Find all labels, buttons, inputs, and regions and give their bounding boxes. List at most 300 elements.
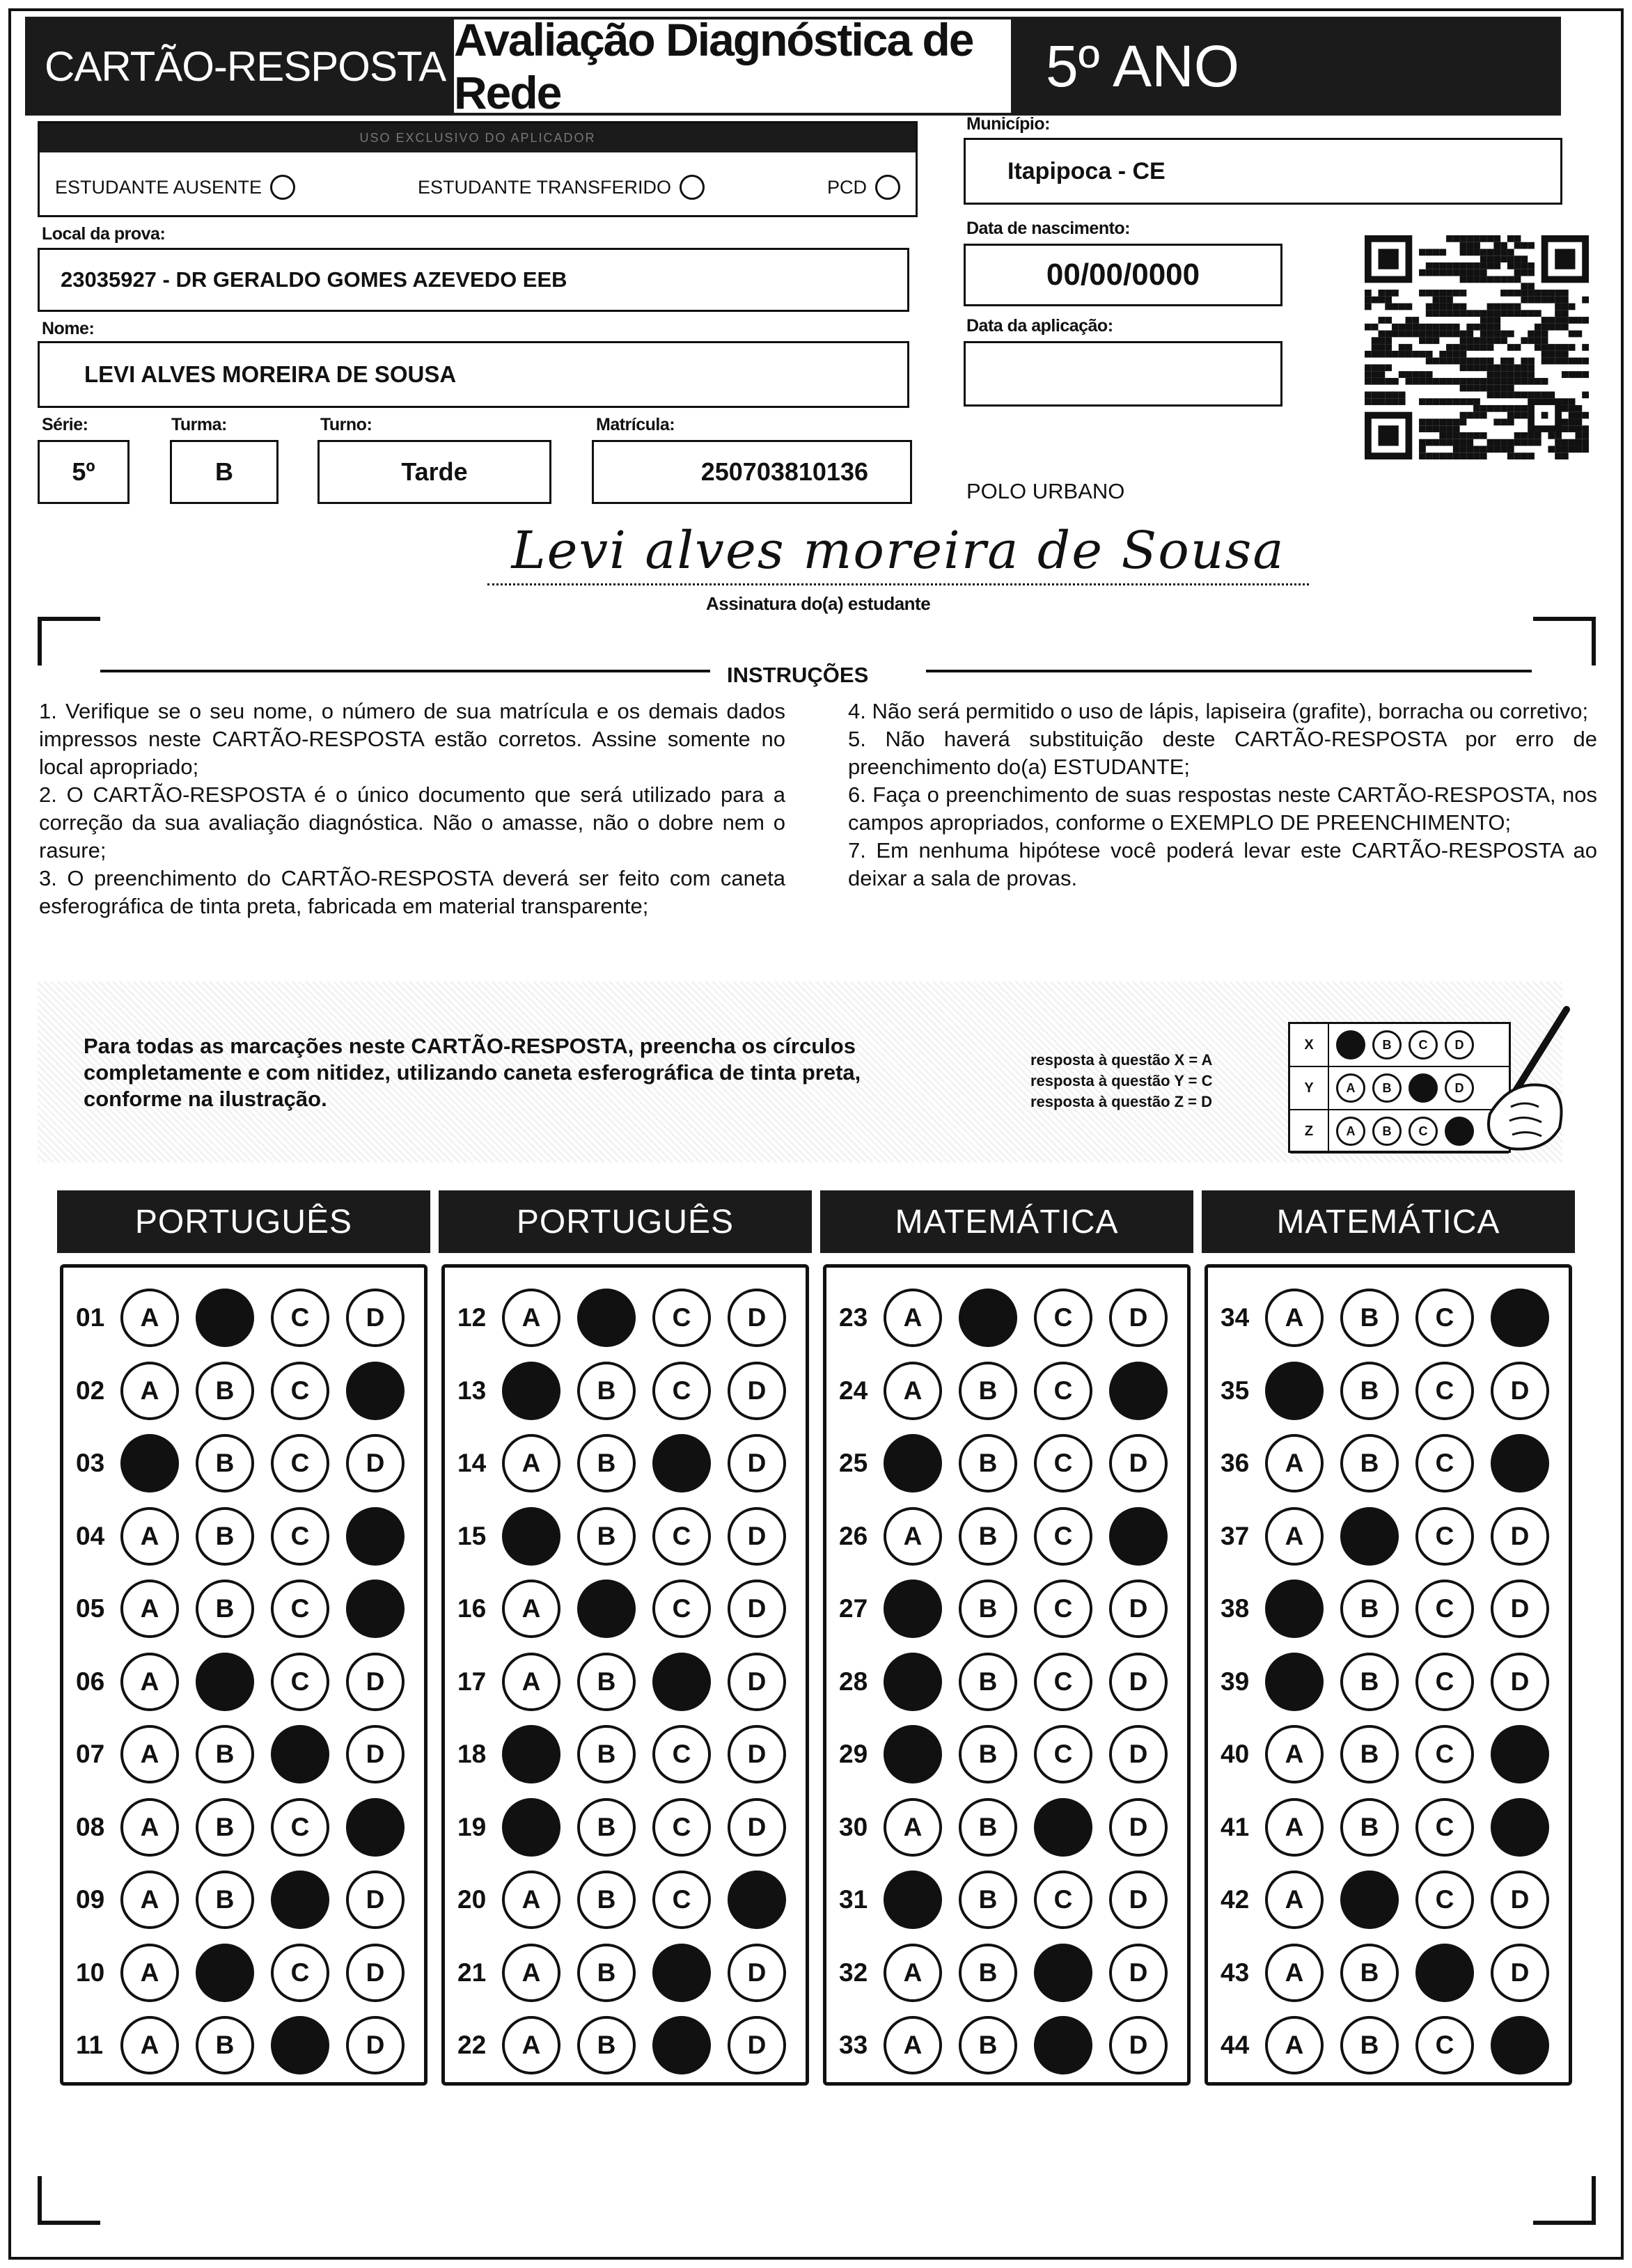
answer-bubble[interactable]: B (959, 1944, 1017, 2002)
answer-bubble[interactable]: B (959, 1580, 1017, 1638)
answer-bubble[interactable]: B (196, 1944, 254, 2002)
absent-label: ESTUDANTE AUSENTE (55, 176, 262, 198)
answer-bubble[interactable]: D (1109, 1507, 1168, 1566)
question-number: 30 (839, 1812, 868, 1841)
answer-bubble[interactable]: B (577, 1362, 636, 1420)
fill-example-bubble: A (1336, 1117, 1365, 1146)
nome-field (38, 341, 909, 408)
nome-label: Nome: (42, 319, 95, 338)
matricula-field (592, 440, 912, 504)
answer-bubble[interactable]: C (652, 1362, 711, 1420)
answer-bubble[interactable]: C (652, 2016, 711, 2074)
answer-bubble[interactable]: A (884, 1725, 942, 1783)
question-number: 29 (839, 1740, 868, 1768)
question-number: 27 (839, 1594, 868, 1623)
question-row (1221, 2015, 1566, 2076)
answer-bubble[interactable]: C (1034, 1362, 1092, 1420)
answer-bubble[interactable]: D (1109, 1434, 1168, 1493)
answer-bubble[interactable]: D (346, 1580, 405, 1638)
answer-bubble[interactable]: A (884, 1434, 942, 1493)
municipio-field (964, 138, 1562, 205)
instruction-1: 1. Verifique se o seu nome, o número de sua matrícula e os demais dados impressos neste CARTÃO-RESPOSTA estão corretos. Assine somente no local apropriado; (39, 699, 785, 779)
question-number: 17 (457, 1667, 487, 1696)
polo-label: POLO URBANO (966, 479, 1125, 503)
answer-bubble[interactable]: B (577, 1434, 636, 1493)
pcd-option[interactable] (827, 175, 900, 200)
answer-bubble[interactable]: D (1109, 1362, 1168, 1420)
column-title: PORTUGUÊS (439, 1190, 812, 1253)
answer-bubble[interactable]: B (577, 2016, 636, 2074)
turma-field (170, 440, 278, 504)
answer-bubble[interactable]: D (728, 1944, 786, 2002)
answer-bubble[interactable]: A (120, 1871, 179, 1929)
answer-bubble[interactable]: A (884, 2016, 942, 2074)
answer-bubble[interactable]: B (577, 1798, 636, 1857)
question-row (839, 1724, 1184, 1785)
answer-bubble[interactable]: D (1109, 1725, 1168, 1783)
answer-bubble[interactable]: C (1034, 1653, 1092, 1711)
answer-bubble[interactable]: A (120, 1798, 179, 1857)
instructions-right (848, 698, 1597, 892)
answer-bubble[interactable]: D (728, 1653, 786, 1711)
turno-label: Turno: (320, 415, 372, 434)
answer-bubble[interactable]: A (120, 1507, 179, 1566)
serie-field (38, 440, 130, 504)
question-row (839, 1433, 1184, 1494)
answer-bubble[interactable]: C (271, 1725, 329, 1783)
answer-bubble[interactable]: C (1415, 1289, 1474, 1347)
answer-bubble[interactable]: A (884, 1507, 942, 1566)
answer-bubble[interactable]: C (652, 1944, 711, 2002)
question-number: 20 (457, 1885, 487, 1914)
answer-bubble[interactable]: D (728, 1507, 786, 1566)
answer-bubble[interactable]: A (884, 1653, 942, 1711)
answer-bubble[interactable]: C (1034, 1725, 1092, 1783)
fill-example-bubble: D (1445, 1073, 1474, 1103)
transferred-bubble[interactable] (680, 175, 705, 200)
turma-label: Turma: (171, 415, 227, 434)
answer-bubble[interactable]: D (1491, 1725, 1549, 1783)
question-row (76, 1506, 421, 1567)
answer-bubble[interactable]: B (1340, 1362, 1399, 1420)
local-label: Local da prova: (42, 224, 166, 244)
answer-bubble[interactable]: C (271, 2016, 329, 2074)
question-number: 07 (76, 1740, 105, 1768)
answer-bubble[interactable]: A (1265, 2016, 1324, 2074)
answer-bubble[interactable]: C (271, 1434, 329, 1493)
question-number: 15 (457, 1521, 487, 1550)
answer-bubble[interactable]: B (577, 1289, 636, 1347)
answer-bubble[interactable]: C (271, 1944, 329, 2002)
answer-bubble[interactable]: A (1265, 1362, 1324, 1420)
answer-bubble[interactable]: B (577, 1653, 636, 1711)
answer-bubble[interactable]: C (271, 1507, 329, 1566)
corner-bottom-right (1533, 2176, 1596, 2225)
answer-bubble[interactable]: C (1034, 1944, 1092, 2002)
answer-bubble[interactable]: A (884, 1580, 942, 1638)
answer-bubble[interactable]: C (1034, 1434, 1092, 1493)
answer-bubble[interactable]: C (1415, 1653, 1474, 1711)
answer-bubble[interactable]: C (1415, 1507, 1474, 1566)
answer-bubble[interactable]: C (1415, 2016, 1474, 2074)
answer-bubble[interactable]: D (346, 1434, 405, 1493)
answer-bubble[interactable]: B (959, 1362, 1017, 1420)
absent-option[interactable] (55, 175, 295, 200)
question-row (457, 1869, 803, 1930)
fill-example-text: Para todas as marcações neste CARTÃO-RESPOSTA, preencha os círculos completamente e com nitidez, utilizando caneta esferográfica de tinta preta, conforme na ilustração. (84, 1034, 861, 1111)
answer-bubble[interactable]: B (196, 1362, 254, 1420)
answer-bubble[interactable]: C (271, 1871, 329, 1929)
answer-bubble[interactable]: B (959, 1798, 1017, 1857)
answer-column (60, 1264, 427, 2086)
answer-bubble[interactable]: B (196, 1289, 254, 1347)
answer-bubble[interactable]: D (1491, 1871, 1549, 1929)
corner-top-right (1533, 617, 1596, 666)
answer-bubble[interactable]: C (1415, 1944, 1474, 2002)
answer-bubble[interactable]: B (959, 1653, 1017, 1711)
answer-bubble[interactable]: A (120, 1725, 179, 1783)
question-row (457, 1724, 803, 1785)
answer-bubble[interactable]: B (1340, 2016, 1399, 2074)
answer-bubble[interactable]: A (884, 1362, 942, 1420)
answer-bubble[interactable]: A (120, 1653, 179, 1711)
column-title: MATEMÁTICA (820, 1190, 1193, 1253)
question-number: 42 (1221, 1885, 1250, 1914)
answer-bubble[interactable]: D (1109, 2016, 1168, 2074)
instruction-3: 3. O preenchimento do CARTÃO-RESPOSTA deverá ser feito com caneta esferográfica de tinta preta, fabricada em material transparente; (39, 866, 785, 918)
answer-bubble[interactable]: C (271, 1653, 329, 1711)
answer-bubble[interactable]: D (728, 1362, 786, 1420)
question-row (457, 1360, 803, 1422)
answer-bubble[interactable]: A (502, 1362, 560, 1420)
instructions-rule-left (100, 670, 710, 672)
answer-bubble[interactable]: C (271, 1580, 329, 1638)
student-signature: Levi alves moreira de Sousa (511, 521, 1285, 581)
answer-bubble[interactable]: D (728, 1871, 786, 1929)
answer-bubble[interactable]: C (1415, 1362, 1474, 1420)
question-number: 41 (1221, 1812, 1250, 1841)
answer-bubble[interactable]: C (1034, 1507, 1092, 1566)
answer-bubble[interactable]: D (1491, 1580, 1549, 1638)
answer-bubble[interactable]: B (1340, 1653, 1399, 1711)
answer-bubble[interactable]: C (1415, 1434, 1474, 1493)
answer-bubble[interactable]: B (577, 1725, 636, 1783)
answer-bubble[interactable]: A (884, 1944, 942, 2002)
answer-bubble[interactable]: B (577, 1944, 636, 2002)
answer-bubble[interactable]: C (271, 1289, 329, 1347)
answer-bubble[interactable]: D (728, 1580, 786, 1638)
answer-bubble[interactable]: A (884, 1289, 942, 1347)
answer-bubble[interactable]: D (1491, 1434, 1549, 1493)
answer-bubble[interactable]: B (959, 1507, 1017, 1566)
question-row (457, 1942, 803, 2003)
answer-bubble[interactable]: B (1340, 1871, 1399, 1929)
answer-bubble[interactable]: A (1265, 1580, 1324, 1638)
answer-bubble[interactable]: A (502, 1434, 560, 1493)
answer-bubble[interactable]: B (1340, 1944, 1399, 2002)
answer-bubble[interactable]: C (1034, 1289, 1092, 1347)
answer-bubble[interactable]: D (1109, 1653, 1168, 1711)
column-title: PORTUGUÊS (57, 1190, 430, 1253)
answer-bubble[interactable]: D (1491, 2016, 1549, 2074)
answer-bubble[interactable]: C (1415, 1725, 1474, 1783)
answer-bubble[interactable]: A (502, 1507, 560, 1566)
answer-bubble[interactable]: B (959, 1871, 1017, 1929)
answer-bubble[interactable]: C (652, 1725, 711, 1783)
answer-bubble[interactable]: D (728, 2016, 786, 2074)
question-number: 43 (1221, 1958, 1250, 1987)
answer-bubble[interactable]: B (959, 1434, 1017, 1493)
answer-bubble[interactable]: A (120, 2016, 179, 2074)
signature-line (487, 583, 1309, 585)
answer-bubble[interactable]: C (1034, 1798, 1092, 1857)
serie-label: Série: (42, 415, 88, 434)
answer-bubble[interactable]: B (196, 2016, 254, 2074)
answer-bubble[interactable]: D (728, 1434, 786, 1493)
question-row (1221, 1724, 1566, 1785)
question-row (76, 1287, 421, 1348)
question-row (1221, 1797, 1566, 1858)
answer-bubble[interactable]: C (652, 1871, 711, 1929)
answer-bubble[interactable]: C (271, 1798, 329, 1857)
answer-bubble[interactable]: D (1109, 1944, 1168, 2002)
question-number: 04 (76, 1521, 105, 1550)
question-number: 08 (76, 1812, 105, 1841)
answer-bubble[interactable]: D (1109, 1580, 1168, 1638)
fill-example-bubble: C (1409, 1030, 1438, 1060)
municipio-label: Município: (966, 114, 1050, 134)
answer-bubble[interactable]: A (884, 1798, 942, 1857)
answer-bubble[interactable]: B (196, 1725, 254, 1783)
question-number: 26 (839, 1521, 868, 1550)
answer-bubble[interactable]: D (1491, 1289, 1549, 1347)
answer-bubble[interactable]: D (728, 1289, 786, 1347)
answer-bubble[interactable]: D (346, 1944, 405, 2002)
question-row (839, 1651, 1184, 1712)
instruction-6: 6. Faça o preenchimento de suas respostas neste CARTÃO-RESPOSTA, nos campos apropriados, conforme o EXEMPLO DE PREENCHIMENTO; (848, 782, 1597, 835)
answer-bubble[interactable]: B (196, 1507, 254, 1566)
question-number: 28 (839, 1667, 868, 1696)
question-number: 19 (457, 1812, 487, 1841)
answer-bubble[interactable]: A (1265, 1725, 1324, 1783)
answer-bubble[interactable]: D (1491, 1798, 1549, 1857)
question-row (1221, 1360, 1566, 1422)
question-number: 39 (1221, 1667, 1250, 1696)
turno-field (317, 440, 551, 504)
answer-bubble[interactable]: D (346, 1653, 405, 1711)
answer-bubble[interactable]: B (1340, 1798, 1399, 1857)
question-number: 36 (1221, 1449, 1250, 1477)
answer-bubble[interactable]: D (1491, 1507, 1549, 1566)
answer-bubble[interactable]: B (1340, 1289, 1399, 1347)
pcd-bubble[interactable] (875, 175, 900, 200)
answer-bubble[interactable]: A (120, 1580, 179, 1638)
answer-bubble[interactable]: D (1109, 1798, 1168, 1857)
question-row (839, 1360, 1184, 1422)
question-row (76, 1797, 421, 1858)
answer-bubble[interactable]: A (1265, 1944, 1324, 2002)
question-row (839, 1287, 1184, 1348)
answer-bubble[interactable]: C (652, 1580, 711, 1638)
answer-bubble[interactable]: A (502, 1798, 560, 1857)
answer-bubble[interactable]: A (1265, 1798, 1324, 1857)
nascimento-field (964, 244, 1282, 306)
applicator-box (38, 121, 918, 217)
answer-bubble[interactable]: C (1415, 1798, 1474, 1857)
answer-bubble[interactable]: B (196, 1580, 254, 1638)
answer-bubble[interactable]: A (502, 1944, 560, 2002)
answer-bubble[interactable]: A (502, 1725, 560, 1783)
qr-code (1365, 235, 1589, 459)
question-number: 21 (457, 1958, 487, 1987)
absent-bubble[interactable] (270, 175, 295, 200)
question-number: 05 (76, 1594, 105, 1623)
answer-bubble[interactable]: D (346, 1798, 405, 1857)
question-row (839, 1942, 1184, 2003)
answer-bubble[interactable]: A (502, 2016, 560, 2074)
answer-bubble[interactable]: A (1265, 1871, 1324, 1929)
pcd-label: PCD (826, 176, 867, 198)
answer-bubble[interactable]: C (1415, 1580, 1474, 1638)
answer-bubble[interactable]: A (1265, 1289, 1324, 1347)
answer-bubble[interactable]: D (346, 1507, 405, 1566)
answer-bubble[interactable]: D (1491, 1653, 1549, 1711)
answer-bubble[interactable]: B (959, 2016, 1017, 2074)
answer-bubble[interactable]: D (346, 1289, 405, 1347)
answer-bubble[interactable]: C (652, 1653, 711, 1711)
answer-bubble[interactable]: C (652, 1289, 711, 1347)
question-number: 44 (1221, 2031, 1250, 2059)
answer-bubble[interactable]: D (346, 1362, 405, 1420)
question-number: 23 (839, 1303, 868, 1332)
answer-bubble[interactable]: A (120, 1289, 179, 1347)
aplicacao-field[interactable] (964, 341, 1282, 407)
question-number: 38 (1221, 1594, 1250, 1623)
question-number: 14 (457, 1449, 487, 1477)
answer-bubble[interactable]: B (196, 1434, 254, 1493)
answer-column (1205, 1264, 1572, 2086)
answer-bubble[interactable]: A (120, 1362, 179, 1420)
answer-bubble[interactable]: A (502, 1871, 560, 1929)
fill-example-bubble: A (1336, 1073, 1365, 1103)
question-row (457, 1651, 803, 1712)
transferred-option[interactable] (418, 175, 705, 200)
question-row (76, 1724, 421, 1785)
answer-bubble[interactable]: B (959, 1725, 1017, 1783)
answer-bubble[interactable]: C (652, 1507, 711, 1566)
fill-example-question: Y (1290, 1067, 1329, 1109)
answer-bubble[interactable]: A (1265, 1653, 1324, 1711)
answer-bubble[interactable]: D (346, 2016, 405, 2074)
question-row (76, 1869, 421, 1930)
answer-bubble[interactable]: D (1109, 1871, 1168, 1929)
fill-example-bubble: D (1445, 1030, 1474, 1060)
instruction-7: 7. Em nenhuma hipótese você poderá levar este CARTÃO-RESPOSTA ao deixar a sala de provas. (848, 838, 1597, 890)
answer-bubble[interactable]: C (652, 1434, 711, 1493)
question-row (839, 1797, 1184, 1858)
answer-bubble[interactable]: A (1265, 1434, 1324, 1493)
answer-bubble[interactable]: B (1340, 1507, 1399, 1566)
answer-column (823, 1264, 1191, 2086)
answer-bubble[interactable]: D (346, 1871, 405, 1929)
question-number: 06 (76, 1667, 105, 1696)
fill-example-question: Z (1290, 1110, 1329, 1152)
answer-bubble[interactable]: B (1340, 1434, 1399, 1493)
instructions-left (39, 698, 785, 920)
answer-bubble[interactable]: D (346, 1725, 405, 1783)
answer-bubble[interactable]: B (577, 1580, 636, 1638)
answer-column (441, 1264, 809, 2086)
answer-bubble[interactable]: B (196, 1798, 254, 1857)
answer-bubble[interactable]: D (1491, 1944, 1549, 2002)
question-row (76, 1942, 421, 2003)
answer-bubble[interactable]: C (652, 1798, 711, 1857)
question-number: 16 (457, 1594, 487, 1623)
answer-bubble[interactable]: C (1034, 1580, 1092, 1638)
answer-bubble[interactable]: A (120, 1944, 179, 2002)
question-row (76, 1578, 421, 1639)
answer-bubble[interactable]: A (884, 1871, 942, 1929)
instruction-5: 5. Não haverá substituição deste CARTÃO-RESPOSTA por erro de preenchimento do(a) ESTUDANTE; (848, 727, 1597, 779)
answer-bubble[interactable]: D (728, 1798, 786, 1857)
pen-hand-icon (1469, 1002, 1574, 1156)
answer-bubble[interactable]: B (959, 1289, 1017, 1347)
serie-value: 5º (72, 457, 95, 486)
question-number: 12 (457, 1303, 487, 1332)
question-number: 35 (1221, 1376, 1250, 1405)
answer-bubble[interactable]: A (502, 1289, 560, 1347)
answer-bubble[interactable]: C (1034, 2016, 1092, 2074)
instruction-2: 2. O CARTÃO-RESPOSTA é o único documento que será utilizado para a correção da sua avaliação diagnóstica. Não o amasse, não o dobre nem o rasure; (39, 782, 785, 863)
answer-bubble[interactable]: B (1340, 1580, 1399, 1638)
answer-bubble[interactable]: C (1034, 1871, 1092, 1929)
question-row (76, 2015, 421, 2076)
answer-bubble[interactable]: D (1109, 1289, 1168, 1347)
legend-x: resposta à questão X = A (1030, 1051, 1213, 1069)
answer-bubble[interactable]: A (120, 1434, 179, 1493)
answer-bubble[interactable]: B (1340, 1725, 1399, 1783)
question-row (1221, 1651, 1566, 1712)
answer-bubble[interactable]: D (1491, 1362, 1549, 1420)
question-row (457, 1506, 803, 1567)
answer-bubble[interactable]: C (271, 1362, 329, 1420)
answer-bubble[interactable]: A (502, 1580, 560, 1638)
instruction-4: 4. Não será permitido o uso de lápis, lapiseira (grafite), borracha ou corretivo; (848, 699, 1589, 723)
answer-bubble[interactable]: A (1265, 1507, 1324, 1566)
column-title: MATEMÁTICA (1202, 1190, 1575, 1253)
aplicacao-label: Data da aplicação: (966, 316, 1113, 336)
answer-bubble[interactable]: B (196, 1653, 254, 1711)
fill-example-bubble: B (1372, 1030, 1402, 1060)
question-row (76, 1651, 421, 1712)
answer-bubble[interactable]: D (728, 1725, 786, 1783)
answer-bubble[interactable]: B (577, 1871, 636, 1929)
answer-bubble[interactable]: B (196, 1871, 254, 1929)
instructions-rule-right (926, 670, 1532, 672)
answer-bubble[interactable]: A (502, 1653, 560, 1711)
corner-top-left (38, 617, 100, 666)
turma-value: B (215, 457, 233, 486)
question-number: 31 (839, 1885, 868, 1914)
answer-bubble[interactable]: B (577, 1507, 636, 1566)
local-field (38, 248, 909, 312)
fill-example-bubble: B (1372, 1117, 1402, 1146)
fill-example-bubble: B (1372, 1073, 1402, 1103)
answer-bubble[interactable]: C (1415, 1871, 1474, 1929)
legend-y: resposta à questão Y = C (1030, 1072, 1213, 1089)
turno-value: Tarde (401, 457, 468, 486)
matricula-value: 250703810136 (700, 457, 868, 486)
